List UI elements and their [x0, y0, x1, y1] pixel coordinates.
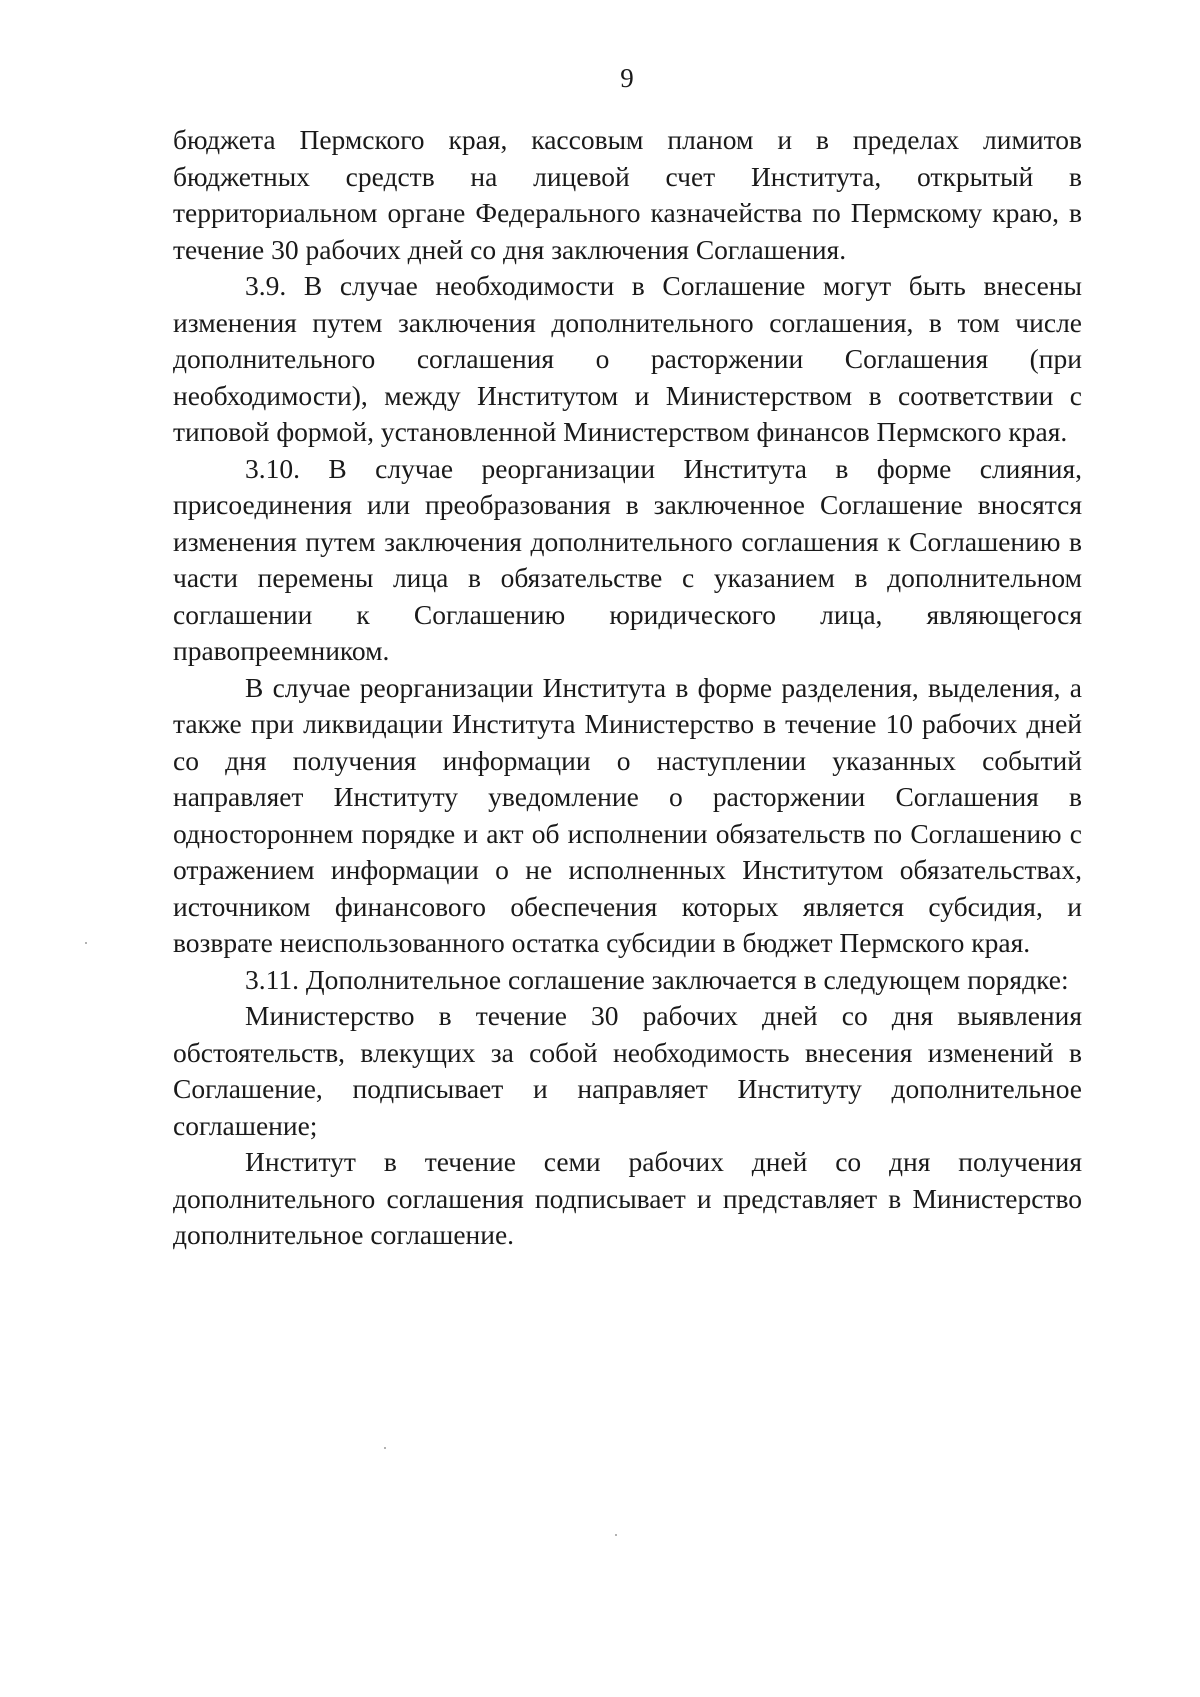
paragraph-3-9: 3.9. В случае необходимости в Соглашение могут быть внесены изменения путем заключения дополнительного соглашения, в том числе дополнительного соглашения о расторжении Соглашения (при необходимости), между Институтом и Министерством в соответствии с типовой формой, установленной Министерством финансов Пермского края. [173, 270, 1082, 447]
document-body [173, 122, 1082, 1254]
scan-speck [615, 1534, 617, 1536]
paragraph-continuation: бюджета Пермского края, кассовым планом и в пределах лимитов бюджетных средств на лицевой счет Института, открытый в территориальном органе Федерального казначейства по Пермскому краю, в течение 30 рабочих дней со дня заключения Соглашения. [173, 124, 1082, 265]
page-number: 9 [620, 63, 634, 93]
paragraph-reorganization: В случае реорганизации Института в форме разделения, выделения, а также при ликвидации Института Министерство в течение 10 рабочих дней со дня получения информации о наступлении указанных событий направляет Институту уведомление о расторжении Соглашения в одностороннем порядке и акт об исполнении обязательств по Соглашению с отражением информации о не исполненных Институтом обязательствах, источником финансового обеспечения которых является субсидия, и возврате неиспользованного остатка субсидии в бюджет Пермского края. [173, 671, 1082, 958]
paragraph-institute-procedure: Институт в течение семи рабочих дней со дня получения дополнительного соглашения подписывает и представляет в Министерство дополнительное соглашение. [173, 1146, 1082, 1250]
paragraph-ministry-procedure: Министерство в течение 30 рабочих дней со дня выявления обстоятельств, влекущих за собой необходимость внесения изменений в Соглашение, подписывает и направляет Институту дополнительное соглашение; [173, 1000, 1082, 1141]
paragraph-3-11: 3.11. Дополнительное соглашение заключается в следующем порядке: [245, 963, 1069, 995]
scan-speck [384, 1447, 386, 1449]
paragraph-3-10: 3.10. В случае реорганизации Института в форме слияния, присоединения или преобразования в заключенное Соглашение вносятся изменения путем заключения дополнительного соглашения к Соглашению в части перемены лица в обязательстве с указанием в дополнительном соглашении к Соглашению юридического лица, являющегося правопреемником. [173, 452, 1082, 666]
scan-speck [85, 942, 87, 944]
